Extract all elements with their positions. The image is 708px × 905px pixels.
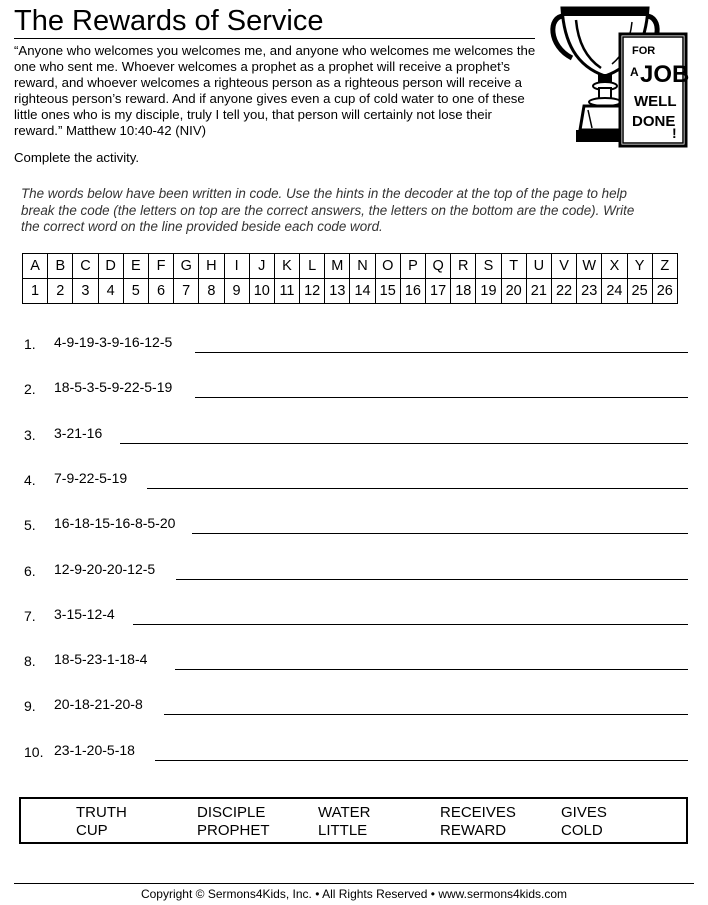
decoder-number-cell: 1 [23, 279, 48, 304]
word-bank-item: PROPHET [197, 822, 270, 839]
question-row [24, 603, 688, 625]
decoder-letter-cell: Q [426, 254, 451, 279]
code-word: 7-9-22-5-19 [54, 469, 128, 486]
decoder-letter-cell: I [224, 254, 249, 279]
decoder-number-cell: 7 [174, 279, 199, 304]
decoder-letter-cell: B [48, 254, 73, 279]
answer-line[interactable] [176, 579, 688, 580]
decoder-letter-cell: W [577, 254, 602, 279]
question-number: 9. [24, 698, 36, 715]
code-word: 3-21-16 [54, 424, 103, 441]
code-word: 16-18-15-16-8-5-20 [54, 515, 176, 532]
answer-line[interactable] [120, 443, 688, 444]
question-row [24, 693, 688, 715]
footer-divider [14, 883, 694, 884]
question-row [24, 739, 688, 761]
decoder-letter-cell: A [23, 254, 48, 279]
decoder-number-cell: 25 [627, 279, 652, 304]
instruction-text: Complete the activity. [14, 150, 140, 165]
decoder-letter-cell: D [98, 254, 123, 279]
decoder-number-cell: 23 [577, 279, 602, 304]
copyright-footer: Copyright © Sermons4Kids, Inc. • All Rights Reserved • www.sermons4kids.com [140, 887, 568, 901]
question-row [24, 376, 688, 398]
decoder-letter-cell: N [350, 254, 375, 279]
decoder-letter-cell: Z [652, 254, 677, 279]
decoder-letter-cell: S [476, 254, 501, 279]
word-bank [19, 797, 688, 844]
code-word: 23-1-20-5-18 [54, 741, 135, 758]
code-word: 18-5-3-5-9-22-5-19 [54, 379, 173, 396]
word-bank-item: GIVES [561, 804, 607, 821]
word-bank-item: RECEIVES [440, 804, 516, 821]
answer-line[interactable] [195, 397, 688, 398]
decoder-letter-cell: C [73, 254, 98, 279]
trophy-text-a: A [630, 65, 639, 79]
decoder-letter-cell: O [375, 254, 400, 279]
question-row [24, 467, 688, 489]
code-word: 3-15-12-4 [54, 605, 115, 622]
decoder-number-cell: 9 [224, 279, 249, 304]
answer-line[interactable] [192, 533, 688, 534]
question-number: 2. [24, 381, 36, 398]
question-number: 10. [24, 743, 44, 760]
code-word: 18-5-23-1-18-4 [54, 651, 148, 668]
decoder-number-cell: 3 [73, 279, 98, 304]
decoder-number-cell: 5 [123, 279, 148, 304]
decoder-number-cell: 13 [325, 279, 350, 304]
activity-instructions: The words below have been written in code. Use the hints in the decoder at the top of the page to help break the code (the letters on top are the correct answers, the letters on the bottom are the code). Write the correct word on the line provided beside each code word. [21, 186, 635, 234]
decoder-letter-cell: P [400, 254, 425, 279]
trophy-text-done: DONE [632, 113, 676, 130]
question-number: 6. [24, 562, 36, 579]
decoder-number-cell: 21 [526, 279, 551, 304]
decoder-letter-cell: R [451, 254, 476, 279]
answer-line[interactable] [164, 714, 688, 715]
decoder-number-cell: 8 [199, 279, 224, 304]
question-row [24, 422, 688, 444]
question-row [24, 331, 688, 353]
page-title: The Rewards of Service [14, 5, 324, 37]
answer-line[interactable] [175, 669, 688, 670]
trophy-text-well: WELL [634, 93, 677, 110]
decoder-number-cell: 16 [400, 279, 425, 304]
code-word: 12-9-20-20-12-5 [54, 560, 156, 577]
decoder-number-row [23, 279, 678, 304]
trophy-text-job: JOB [640, 61, 690, 88]
decoder-letter-cell: G [174, 254, 199, 279]
question-number: 4. [24, 471, 36, 488]
decoder-number-cell: 20 [501, 279, 526, 304]
word-bank-item: WATER [318, 804, 371, 821]
decoder-letter-cell: H [199, 254, 224, 279]
decoder-letter-cell: Y [627, 254, 652, 279]
word-bank-item: TRUTH [76, 804, 127, 821]
decoder-letter-cell: M [325, 254, 350, 279]
decoder-letter-cell: L [300, 254, 325, 279]
decoder-number-cell: 12 [300, 279, 325, 304]
code-word: 20-18-21-20-8 [54, 696, 143, 713]
decoder-letter-cell: V [551, 254, 576, 279]
word-bank-item: DISCIPLE [197, 804, 266, 821]
question-row [24, 512, 688, 534]
answer-line[interactable] [195, 352, 688, 353]
decoder-number-cell: 22 [551, 279, 576, 304]
answer-line[interactable] [155, 760, 688, 761]
decoder-number-cell: 26 [652, 279, 677, 304]
decoder-letter-cell: K [274, 254, 299, 279]
decoder-number-cell: 6 [148, 279, 173, 304]
decoder-number-cell: 2 [48, 279, 73, 304]
answer-line[interactable] [147, 488, 688, 489]
question-number: 1. [24, 336, 36, 352]
decoder-table [22, 253, 678, 304]
decoder-number-cell: 4 [98, 279, 123, 304]
decoder-letter-row [23, 254, 678, 279]
code-word: 4-9-19-3-9-16-12-5 [54, 334, 173, 350]
decoder-number-cell: 19 [476, 279, 501, 304]
trophy-text-for: FOR [632, 45, 656, 57]
word-bank-item: LITTLE [318, 822, 368, 839]
word-bank-item: REWARD [440, 822, 507, 839]
decoder-letter-cell: X [602, 254, 627, 279]
decoder-number-cell: 15 [375, 279, 400, 304]
question-number: 3. [24, 426, 36, 443]
answer-line[interactable] [133, 624, 688, 625]
decoder-letter-cell: F [148, 254, 173, 279]
trophy-icon [546, 2, 696, 152]
question-number: 8. [24, 653, 36, 670]
title-underline [14, 38, 535, 39]
decoder-number-cell: 17 [426, 279, 451, 304]
decoder-number-cell: 14 [350, 279, 375, 304]
decoder-letter-cell: E [123, 254, 148, 279]
decoder-number-cell: 18 [451, 279, 476, 304]
word-bank-item: CUP [76, 822, 108, 839]
decoder-number-cell: 10 [249, 279, 274, 304]
question-number: 7. [24, 607, 36, 624]
question-row [24, 648, 688, 670]
decoder-letter-cell: T [501, 254, 526, 279]
scripture-verse: “Anyone who welcomes you welcomes me, and anyone who welcomes me welcomes the one who sent me. Whoever welcomes a prophet as a prophet will receive a prophet’s reward, and whoever welcomes a righteous person as a righteous person will receive a righteous person’s reward. And if anyone gives even a cup of cold water to one of these little ones who is my disciple, truly I tell you, that person will certainly not lose their reward.” Matthew 10:40-42 (NIV) [14, 43, 536, 138]
question-row [24, 558, 688, 580]
decoder-letter-cell: J [249, 254, 274, 279]
decoder-number-cell: 24 [602, 279, 627, 304]
question-number: 5. [24, 517, 36, 534]
trophy-text-exclaim: ! [672, 125, 677, 141]
decoder-number-cell: 11 [274, 279, 299, 304]
decoder-letter-cell: U [526, 254, 551, 279]
word-bank-item: COLD [561, 822, 603, 839]
